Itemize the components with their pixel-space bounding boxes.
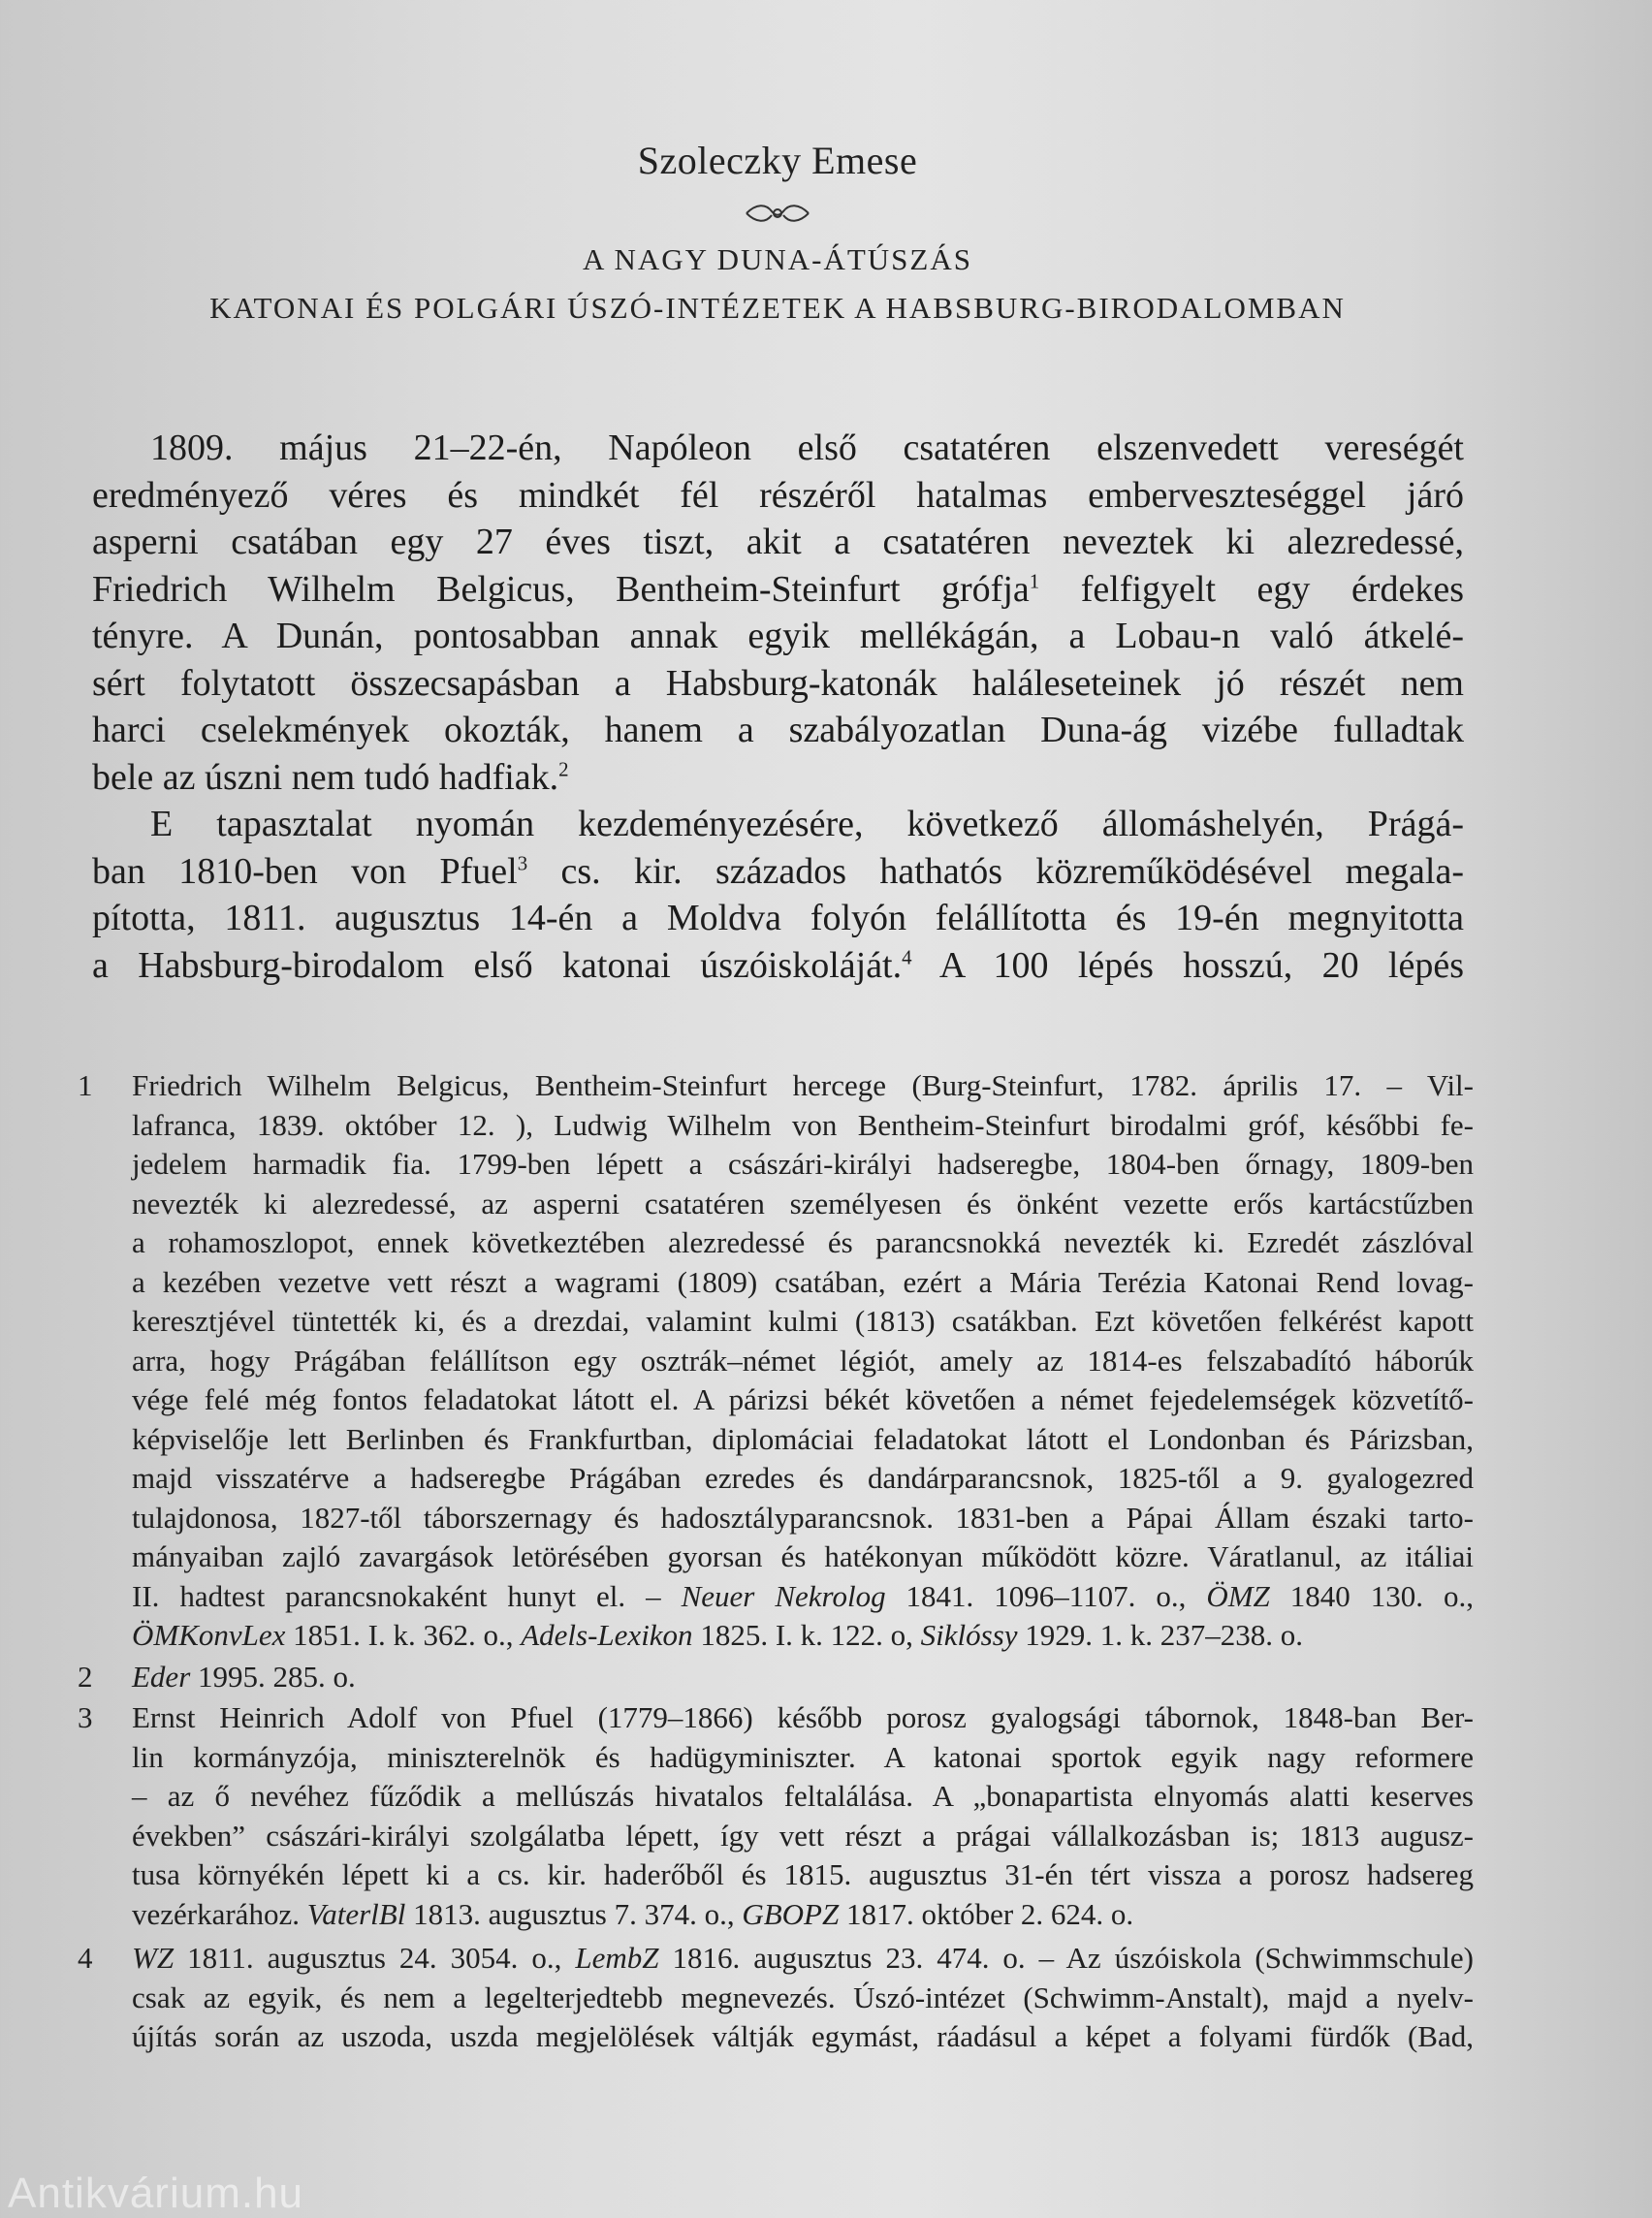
footnote-segment: 1840 130. o., (1269, 1578, 1474, 1613)
footnote-line: csak az egyik, és nem a legelterjedtebb megnevezés. Úszó-intézet (Schwimm-Anstalt), majd a nyelv- (132, 1980, 1474, 2014)
footnote-line: tulajdonosa, 1827-től táborszernagy és hadosztályparancsnok. 1831-ben a Pápai Állam északi tarto- (132, 1500, 1474, 1535)
footnote-1 (78, 1066, 1474, 1656)
body-text-segment: ban 1810-ben von Pfuel (92, 850, 518, 892)
citation-title: GBOPZ (742, 1896, 840, 1931)
body-line (92, 754, 1464, 802)
footnote-ref-1[interactable]: 1 (1029, 568, 1040, 592)
citation-title: WZ (132, 1941, 175, 1975)
citation-title: VaterlBl (306, 1896, 406, 1931)
chapter-title-line-2: KATONAI ÉS POLGÁRI ÚSZÓ-INTÉZETEK A HABSBURG-BIRODALOMBAN (209, 291, 1346, 325)
footnote-line: években” császári-királyi szolgálatba lépett, így vett részt a prágai vállalkozásban is; 1813 augusz- (132, 1818, 1474, 1853)
ornament-flourish-icon (743, 200, 812, 227)
footnote-line: Friedrich Wilhelm Belgicus, Bentheim-Steinfurt hercege (Burg-Steinfurt, 1782. április 17. – Vil- (132, 1068, 1474, 1102)
watermark: Antikvárium.hu (8, 2170, 304, 2217)
footnote-2 (78, 1658, 1474, 1697)
footnote-line: mányaiban zajló zavargások letörésében gyorsan és hatékonyan működött közre. Váratlanul, az itáliai (132, 1539, 1474, 1573)
footnote-line: – az ő nevéhez fűződik a mellúszás hivatalos feltalálása. A „bonapartista elnyomás alatti keserves (132, 1779, 1474, 1813)
footnote-text (132, 1066, 1474, 1656)
author-name: Szoleczky Emese (637, 139, 918, 182)
footnote-segment: 1995. 285. o. (190, 1660, 356, 1694)
footnote-segment: 1813. augusztus 7. 374. o., (405, 1896, 743, 1931)
footnote-line (132, 1658, 1474, 1697)
footnote-line: lafranca, 1839. október 12. ), Ludwig Wilhelm von Bentheim-Steinfurt birodalmi gróf, későbbi fe- (132, 1107, 1474, 1142)
body-text-segment: bele az úszni nem tudó hadfiak. (92, 756, 559, 798)
body-line: 1809. május 21–22-én, Napóleon első csatatéren elszenvedett vereségét (150, 428, 1464, 468)
footnote-segment: 1929. 1. k. 237–238. o. (1017, 1618, 1304, 1652)
footnote-line: majd visszatérve a hadseregbe Prágában ezredes és dandárparancsnok, 1825-től a 9. gyalogezred (132, 1461, 1474, 1495)
footnote-4 (78, 1939, 1474, 2057)
footnote-segment: 1811. augusztus 24. 3054. o., (174, 1941, 576, 1975)
footnote-line: a kezében vezetve vett részt a wagrami (1809) csatában, ezért a Mária Terézia Katonai Rend lovag- (132, 1264, 1474, 1299)
body-line: E tapasztalat nyomán kezdeményezésére, következő állomáshelyén, Prágá- (150, 804, 1464, 844)
footnote-line: lin kormányzója, miniszterelnök és hadügyminiszter. A katonai sportok egyik nagy reformere (132, 1739, 1474, 1774)
chapter-title-line-1: A NAGY DUNA-ÁTÚSZÁS (583, 242, 972, 276)
footnote-number: 3 (78, 1700, 93, 1734)
footnote-segment: 1851. I. k. 362. o., (285, 1618, 522, 1652)
footnote-number: 2 (78, 1660, 93, 1694)
body-line: eredményező véres és mindkét fél részéről hatalmas emberveszteséggel járó (92, 474, 1464, 516)
footnote-line: tusa környékén lépett ki a cs. kir. haderőből és 1815. augusztus 31-én tért vissza a porosz hadsereg (132, 1857, 1474, 1891)
footnote-ref-2[interactable]: 2 (558, 756, 569, 780)
citation-title: Adels-Lexikon (521, 1618, 693, 1652)
footnote-segment: II. hadtest parancsnokaként hunyt el. – (132, 1578, 682, 1613)
citation-title: Siklóssy (920, 1618, 1018, 1652)
citation-title: LembZ (575, 1941, 659, 1975)
footnote-number: 1 (78, 1068, 93, 1102)
footnote-line: keresztjével tüntették ki, és a drezdai, valamint kulmi (1813) csatákban. Ezt követően felkérést kapott (132, 1304, 1474, 1338)
footnote-line: a rohamoszlopot, ennek következtében alezredessé és parancsnokká nevezték ki. Ezredét zászlóval (132, 1225, 1474, 1259)
footnote-line (132, 1616, 1474, 1656)
footnote-line: képviselője lett Berlinben és Frankfurtban, diplomáciai feladatokat látott el Londonban és Párizsban, (132, 1421, 1474, 1456)
body-text-segment: a Habsburg-birodalom első katonai úszóiskoláját. (92, 944, 903, 986)
citation-title: Neuer Nekrolog (681, 1578, 886, 1613)
footnote-text (132, 1698, 1474, 1934)
body-text (92, 425, 1464, 989)
body-line (92, 566, 1464, 614)
footnote-line (132, 1895, 1474, 1935)
footnote-segment: 1817. október 2. 624. o. (839, 1896, 1134, 1931)
body-text-segment: Friedrich Wilhelm Belgicus, Bentheim-Steinfurt grófja (92, 568, 1030, 610)
footnote-3 (78, 1698, 1474, 1934)
footnote-line: nevezték ki alezredessé, az asperni csatatéren személyesen és önként vezette erős kartácstűzben (132, 1186, 1474, 1220)
citation-title: ÖMKonvLex (132, 1618, 286, 1652)
body-line (92, 848, 1464, 896)
footnote-segment: 1841. 1096–1107. o., (885, 1578, 1207, 1613)
footnote-line: jedelem harmadik fia. 1799-ben lépett a császári-királyi hadseregbe, 1804-ben őrnagy, 1809-ben (132, 1147, 1474, 1181)
citation-title: ÖMZ (1206, 1578, 1270, 1613)
body-text-segment: cs. kir. százados hathatós közreműködésével megala- (527, 850, 1464, 892)
footnote-text (132, 1658, 1474, 1697)
footnote-segment: vezérkarához. (132, 1896, 307, 1931)
body-line: sért folytatott összecsapásban a Habsburg-katonák haláleseteinek jó részét nem (92, 662, 1464, 704)
footnote-segment: 1816. augusztus 23. 474. o. – Az úszóiskola (Schwimmschule) (658, 1941, 1475, 1975)
body-line: tényre. A Dunán, pontosabban annak egyik mellékágán, a Lobau-n való átkelé- (92, 616, 1464, 656)
citation-title: Eder (132, 1660, 191, 1694)
body-text-segment: felfigyelt egy érdekes (1039, 568, 1464, 610)
footnote-number: 4 (78, 1941, 93, 1975)
body-text-segment: A 100 lépés hosszú, 20 lépés (911, 944, 1464, 986)
body-line: harci cselekmények okozták, hanem a szabályozatlan Duna-ág vizébe fulladtak (92, 710, 1464, 750)
body-line (92, 942, 1464, 990)
footnote-text (132, 1939, 1474, 2057)
footnote-line: Ernst Heinrich Adolf von Pfuel (1779–1866) később porosz gyalogsági tábornok, 1848-ban Ber- (132, 1700, 1474, 1734)
footnote-line: vége felé még fontos feladatokat látott el. A párizsi békét követően a német fejedelemségek közvetítő- (132, 1382, 1474, 1416)
footnote-line (132, 1577, 1474, 1617)
body-line: asperni csatában egy 27 éves tiszt, akit a csatatéren neveztek ki alezredessé, (92, 522, 1464, 562)
footnote-segment: 1825. I. k. 122. o, (692, 1618, 921, 1652)
footnote-line: arra, hogy Prágában felállítson egy osztrák–német légiót, amely az 1814-es felszabadító háborúk (132, 1343, 1474, 1378)
body-line: pította, 1811. augusztus 14-én a Moldva folyón felállította és 19-én megnyitotta (92, 898, 1464, 938)
footnote-ref-3[interactable]: 3 (517, 850, 528, 874)
footnote-line (132, 1939, 1474, 1979)
footnote-line: újítás során az uszoda, uszda megjelölések váltják egymást, ráadásul a képet a folyami fürdők (Bad, (132, 2019, 1474, 2053)
footnote-ref-4[interactable]: 4 (902, 944, 912, 968)
